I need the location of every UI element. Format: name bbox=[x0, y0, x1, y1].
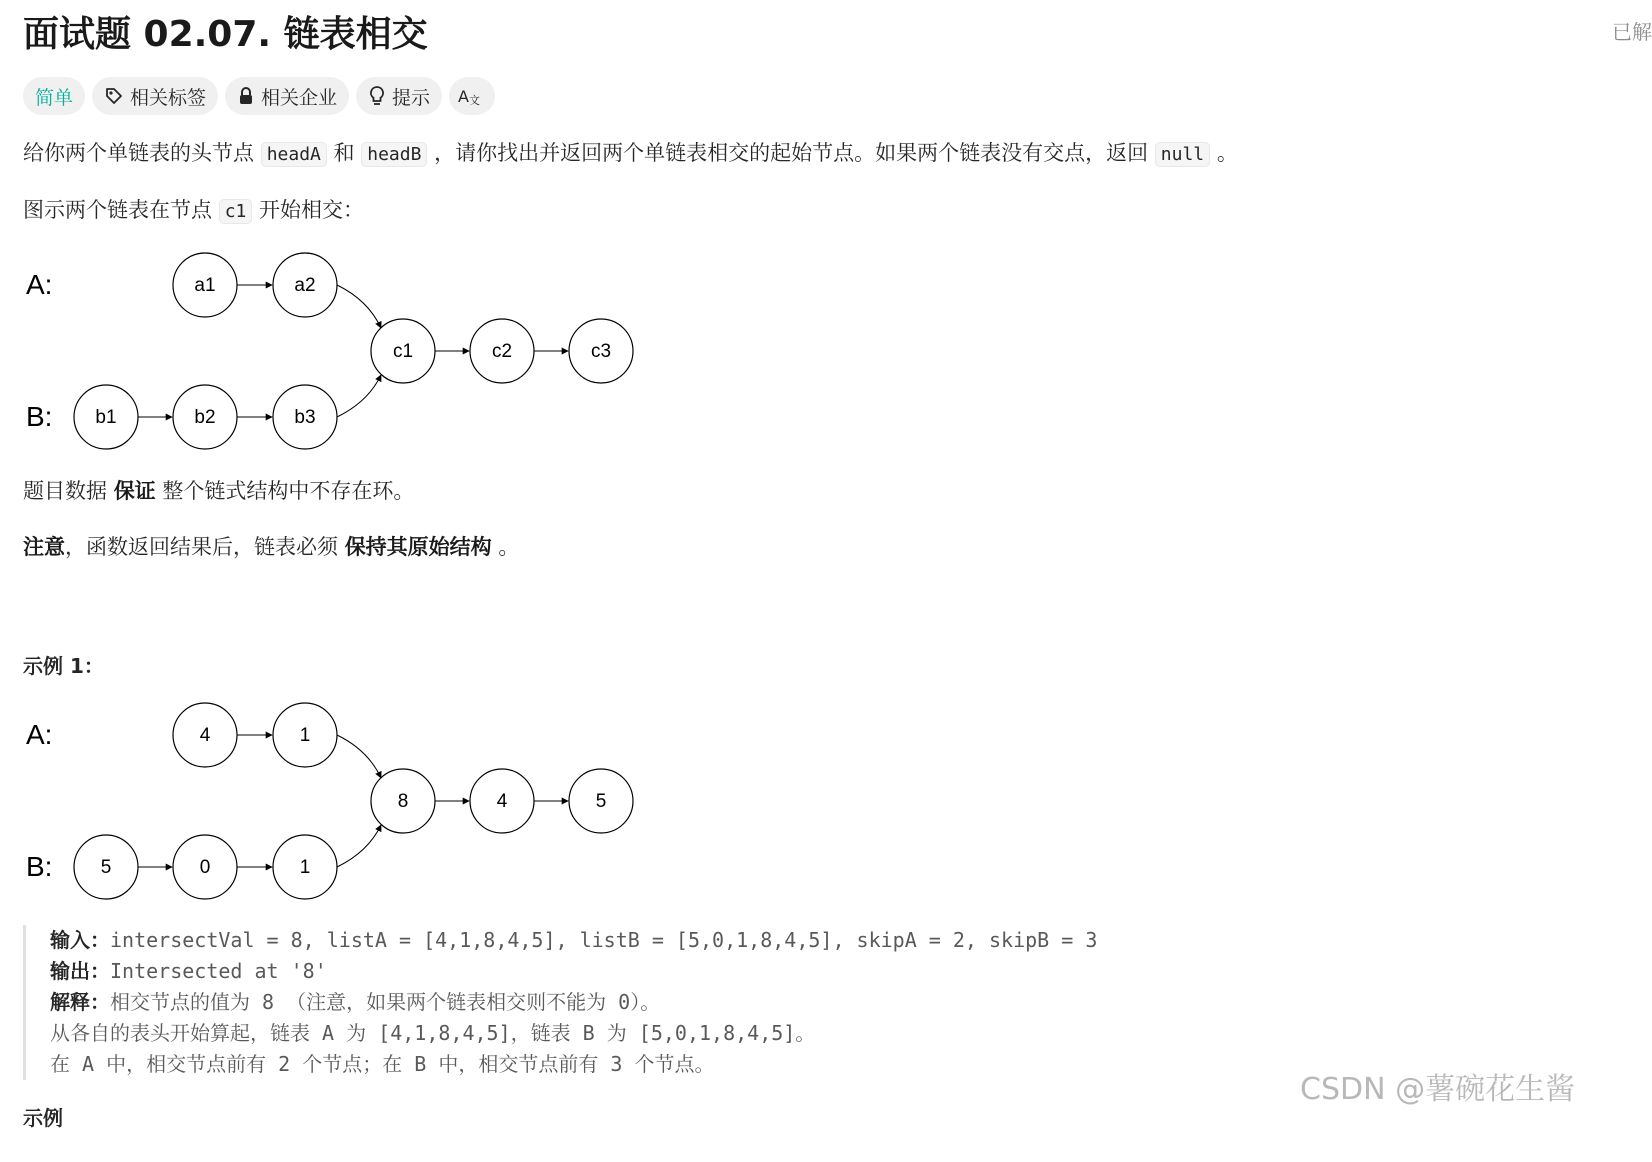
example-explain-line: 从各自的表头开始算起，链表 A 为 [4,1,8,4,5]，链表 B 为 [5,0,1,8,4,5]。 bbox=[50, 1021, 816, 1045]
explain-value: 相交节点的值为 8 （注意，如果两个链表相交则不能为 0）。 bbox=[110, 990, 661, 1014]
hint-button[interactable] bbox=[356, 77, 442, 115]
page-title: 面试题 02.07. 链表相交 bbox=[23, 14, 428, 55]
node-label: 1 bbox=[299, 857, 311, 878]
difficulty-label: 简单 bbox=[35, 86, 74, 109]
node-label: b2 bbox=[194, 407, 216, 428]
example-input-line bbox=[50, 925, 1223, 956]
list-b-label: B: bbox=[26, 401, 53, 432]
inline-code: headA bbox=[261, 142, 327, 167]
example-1-diagram bbox=[18, 695, 658, 910]
tag-bar bbox=[23, 77, 495, 115]
list-b-label: B: bbox=[26, 851, 53, 882]
list-a-label: A: bbox=[26, 269, 53, 300]
inline-code: null bbox=[1155, 142, 1210, 167]
related-companies-button[interactable] bbox=[225, 77, 349, 115]
lightbulb-icon bbox=[368, 85, 386, 107]
node-label: 0 bbox=[199, 857, 211, 878]
description-paragraph-2: 图示两个链表在节点 c1 开始相交： bbox=[23, 198, 365, 222]
example-explain-line: 在 A 中，相交节点前有 2 个节点；在 B 中，相交节点前有 3 个节点。 bbox=[50, 1052, 715, 1076]
related-companies-label: 相关企业 bbox=[261, 86, 338, 109]
list-a-label: A: bbox=[26, 719, 53, 750]
inline-code: c1 bbox=[219, 199, 253, 224]
input-value: intersectVal = 8, listA = [4,1,8,4,5], listB = [5,0,1,8,4,5], skipA = 2, skipB = 3 bbox=[110, 928, 1098, 952]
example-explain-line bbox=[50, 987, 1223, 1018]
solved-status[interactable]: 已解 bbox=[1612, 20, 1652, 44]
description-paragraph-3: 题目数据 保证 整个链式结构中不存在环。 bbox=[23, 479, 415, 503]
arrow bbox=[337, 285, 381, 328]
svg-text:文: 文 bbox=[469, 94, 481, 107]
node-label: a2 bbox=[294, 275, 316, 296]
arrow bbox=[337, 375, 381, 417]
example-2-heading-partial: 示例 bbox=[23, 1106, 63, 1130]
output-label: 输出： bbox=[50, 959, 110, 983]
node-label: 5 bbox=[100, 857, 112, 878]
node-label: 5 bbox=[595, 791, 607, 812]
inline-code: headB bbox=[361, 142, 427, 167]
translate-button[interactable] bbox=[449, 77, 495, 115]
tag-icon bbox=[104, 86, 124, 106]
lock-icon bbox=[237, 86, 255, 106]
node-label: c1 bbox=[392, 341, 414, 362]
related-tags-label: 相关标签 bbox=[130, 86, 207, 109]
node-label: 8 bbox=[397, 791, 409, 812]
node-label: 4 bbox=[199, 725, 211, 746]
node-label: 1 bbox=[299, 725, 311, 746]
input-label: 输入： bbox=[50, 928, 110, 952]
node-label: 4 bbox=[496, 791, 508, 812]
description-paragraph-1: 给你两个单链表的头节点 headA 和 headB ，请你找出并返回两个单链表相交的起始节点。如果两个链表没有交点，返回 null 。 bbox=[23, 141, 1238, 165]
watermark: CSDN @薯碗花生酱 bbox=[1300, 1072, 1576, 1107]
node-label: a1 bbox=[194, 275, 216, 296]
difficulty-tag[interactable] bbox=[23, 77, 85, 115]
related-tags-button[interactable] bbox=[92, 77, 218, 115]
explain-label: 解释： bbox=[50, 990, 110, 1014]
node-label: c2 bbox=[491, 341, 513, 362]
node-label: b3 bbox=[294, 407, 316, 428]
intersection-diagram bbox=[18, 245, 658, 460]
arrow bbox=[337, 825, 381, 867]
node-label: b1 bbox=[95, 407, 117, 428]
svg-text:A: A bbox=[458, 87, 470, 106]
description-paragraph-4: 注意，函数返回结果后，链表必须 保持其原始结构 。 bbox=[23, 535, 520, 559]
output-value: Intersected at '8' bbox=[110, 959, 327, 983]
example-1-heading: 示例 1： bbox=[23, 654, 104, 678]
arrow bbox=[337, 735, 381, 778]
example-output-line bbox=[50, 956, 1223, 987]
node-label: c3 bbox=[590, 341, 612, 362]
example-1-block bbox=[23, 925, 1223, 1080]
translate-icon bbox=[457, 85, 481, 107]
hint-label: 提示 bbox=[392, 86, 431, 109]
